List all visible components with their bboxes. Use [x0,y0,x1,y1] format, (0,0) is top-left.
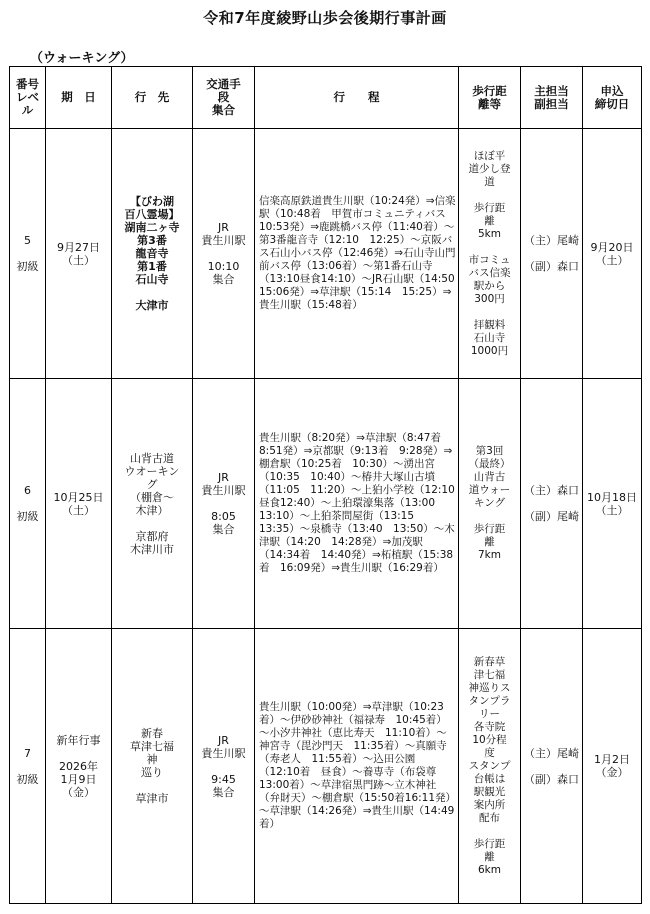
row-transport: JR 貴生川駅 10:10 集合 [193,129,255,379]
row-deadline: 10月18日 （土） [583,379,642,629]
header-transport: 交通手 段 集合 [193,67,255,129]
row-date: 10月25日 （土） [46,379,112,629]
row-leaders: （主）森口 （副）尾崎 [521,379,583,629]
row-distance: ほぼ平 道少し登 道 歩行距 離 5km 市コミュ バス信楽 駅から 300円 拝観料 石山寺 1000円 [459,129,521,379]
header-distance: 歩行距 離等 [459,67,521,129]
table-row [10,629,642,904]
row-itinerary: 貴生川駅（10:00発）⇒草津駅（10:23着）～伊砂砂神社（福禄寿 10:45着）～小汐井神社（恵比寿天 11:10着）～神宮寺（毘沙門天 11:35着）～真願寺（寿老人 11:55着）～込田公園（12:10着 昼食）～養専寺（布袋尊 13:00着）～草津宿黒門跡～立木神社（弁財天）～棚倉駅（15:50着16:11発）～草津駅（14:26発）⇒貴生川駅（14:49着） [255,629,459,904]
row-destination: 新春 草津七福 神 巡り 草津市 [112,629,193,904]
category-label: （ウォーキング） [30,51,134,66]
page-title: 令和7年度綾野山歩会後期行事計画 [203,9,447,27]
row-number: 7 初級 [10,629,46,904]
row-number: 5 初級 [10,129,46,379]
header-row [10,67,642,129]
row-destination: 山背古道 ウオーキン グ （棚倉～ 木津） 京都府 木津川市 [112,379,193,629]
row-transport: JR 貴生川駅 9:45 集合 [193,629,255,904]
row-distance: 新春草 津七福 神巡りス タンプラ リー 各寺院 10分程 度 スタンプ 台帳は 駅観光 案内所 配布 歩行距 離 6km [459,629,521,904]
header-itinerary: 行 程 [255,67,459,129]
row-itinerary: 信楽高原鉄道貴生川駅（10:24発）⇒信楽駅（10:48着 甲賀市コミュニティバス10:53発）⇒鹿跳橋バス停（11:40着）～第3番龍音寺（12:10 12:25）～京阪バス石山小バス停（12:46発）⇒石山寺山門前バス停（13:06着）～第1番石山寺（13:10昼食14:10）～JR石山駅（14:50 15:06発）⇒草津駅（15:14 15:25）⇒貴生川駅（15:48着） [255,129,459,379]
table-row [10,379,642,629]
row-leaders: （主）尾崎 （副）森口 [521,129,583,379]
header-date: 期 日 [46,67,112,129]
row-deadline: 1月2日 （金） [583,629,642,904]
row-deadline: 9月20日 （土） [583,129,642,379]
header-destination: 行 先 [112,67,193,129]
row-distance: 第3回 （最終） 山背古 道ウォー キング 歩行距 離 7km [459,379,521,629]
row-destination: 【びわ湖 百八霊場】 湖南二ヶ寺 第3番 龍音寺 第1番 石山寺 大津市 [112,129,193,379]
row-itinerary: 貴生川駅（8:20発）⇒草津駅（8:47着 8:51発）⇒京都駅（9:13着 9:28発）⇒棚倉駅（10:25着 10:30）～湧出宮（10:35 10:40）～椿井大塚山古墳（11:05 11:20）～上狛小学校（12:10昼食12:40）～上狛環濠集落（13:00 13:10）～上狛茶問屋街（13:15 13:35）～泉橋寺（13:40 13:50）～木津駅（14:20 14:28発）⇒加茂駅（14:34着 14:40発）⇒柘植駅（15:38着 16:09発）⇒貴生川駅（16:29着） [255,379,459,629]
row-leaders: （主）尾崎 （副）森口 [521,629,583,904]
row-number: 6 初級 [10,379,46,629]
schedule-table [9,66,642,904]
header-leaders: 主担当 副担当 [521,67,583,129]
row-transport: JR 貴生川駅 8:05 集合 [193,379,255,629]
row-date: 9月27日 （土） [46,129,112,379]
header-deadline: 申込 締切日 [583,67,642,129]
header-number: 番号 レベル [10,67,46,129]
row-date: 新年行事 2026年 1月9日 （金） [46,629,112,904]
table-row [10,129,642,379]
